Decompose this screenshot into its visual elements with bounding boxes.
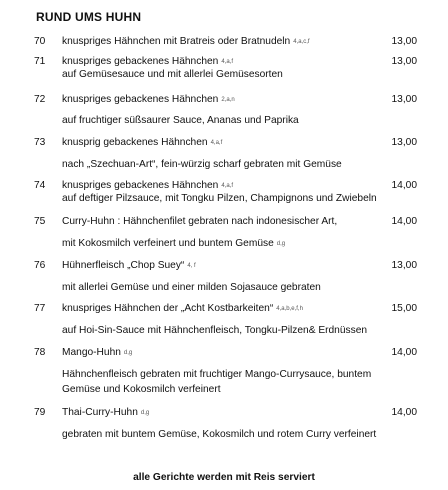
allergen-codes: 4,a,b,e,f,h — [276, 306, 303, 312]
allergen-codes: d,g — [276, 241, 286, 247]
item-detail: mit allerlei Gemüse und einer milden Sojasauce gebraten — [62, 282, 321, 293]
item-number: 78 — [34, 347, 46, 358]
item-description: Hühnerfleisch „Chop Suey“ 4, f — [62, 260, 196, 271]
item-detail: auf fruchtiger süßsaurer Sauce, Ananas und Paprika — [62, 115, 299, 126]
item-number: 70 — [34, 36, 46, 47]
item-detail: auf Gemüsesauce und mit allerlei Gemüsesorten — [62, 69, 283, 80]
item-number: 74 — [34, 180, 46, 191]
allergen-codes: d,g — [123, 350, 133, 356]
item-number: 75 — [34, 216, 46, 227]
item-number: 76 — [34, 260, 46, 271]
item-price: 14,00 — [391, 407, 417, 418]
item-price: 14,00 — [391, 347, 417, 358]
item-price: 14,00 — [391, 180, 417, 191]
item-price: 13,00 — [391, 260, 417, 271]
item-price: 14,00 — [391, 216, 417, 227]
item-number: 79 — [34, 407, 46, 418]
item-number: 72 — [34, 94, 46, 105]
item-number: 71 — [34, 56, 46, 67]
allergen-codes: d,g — [140, 410, 150, 416]
item-detail: Gemüse und Kokosmilch verfeinert — [62, 384, 221, 395]
menu-section-title: RUND UMS HUHN — [36, 10, 142, 24]
item-detail: mit Kokosmilch verfeinert und buntem Gemüse d,g — [62, 238, 286, 249]
item-detail: gebraten mit buntem Gemüse, Kokosmilch und rotem Curry verfeinert — [62, 429, 377, 440]
allergen-codes: 2,a,n — [221, 97, 235, 103]
item-description: knuspriges gebackenes Hähnchen 4,a,f — [62, 56, 234, 67]
item-description: Thai-Curry-Huhn d,g — [62, 407, 150, 418]
item-description: knuspriges Hähnchen der „Acht Kostbarkeiten“ 4,a,b,e,f,h — [62, 303, 303, 314]
item-price: 13,00 — [391, 56, 417, 67]
item-description: knuspriges gebackenes Hähnchen 4,a,f — [62, 180, 234, 191]
item-description: knuspriges gebackenes Hähnchen 2,a,n — [62, 94, 235, 105]
item-price: 13,00 — [391, 137, 417, 148]
item-description: Mango-Huhn d,g — [62, 347, 133, 358]
item-detail: Hähnchenfleisch gebraten mit fruchtiger Mango-Currysauce, buntem — [62, 369, 372, 380]
item-price: 13,00 — [391, 36, 417, 47]
item-number: 73 — [34, 137, 46, 148]
item-description: knusprig gebackenes Hähnchen 4,a,f — [62, 137, 223, 148]
item-price: 13,00 — [391, 94, 417, 105]
item-price: 15,00 — [391, 303, 417, 314]
allergen-codes: 4,a,f — [221, 183, 234, 189]
allergen-codes: 4,a,c,f — [293, 39, 310, 45]
menu-footer-note: alle Gerichte werden mit Reis serviert — [133, 472, 315, 483]
allergen-codes: 4,a,f — [221, 59, 234, 65]
item-number: 77 — [34, 303, 46, 314]
item-description: Curry-Huhn : Hähnchenfilet gebraten nach indonesischer Art, — [62, 216, 338, 227]
allergen-codes: 4, f — [187, 263, 196, 269]
item-detail: nach „Szechuan-Art“, fein-würzig scharf gebraten mit Gemüse — [62, 159, 342, 170]
item-detail: auf Hoi-Sin-Sauce mit Hähnchenfleisch, Tongku-Pilzen& Erdnüssen — [62, 325, 368, 336]
allergen-codes: 4,a,f — [210, 140, 223, 146]
item-description: knuspriges Hähnchen mit Bratreis oder Bratnudeln 4,a,c,f — [62, 36, 310, 47]
item-detail: auf deftiger Pilzsauce, mit Tongku Pilzen, Champignons und Zwiebeln — [62, 193, 377, 204]
